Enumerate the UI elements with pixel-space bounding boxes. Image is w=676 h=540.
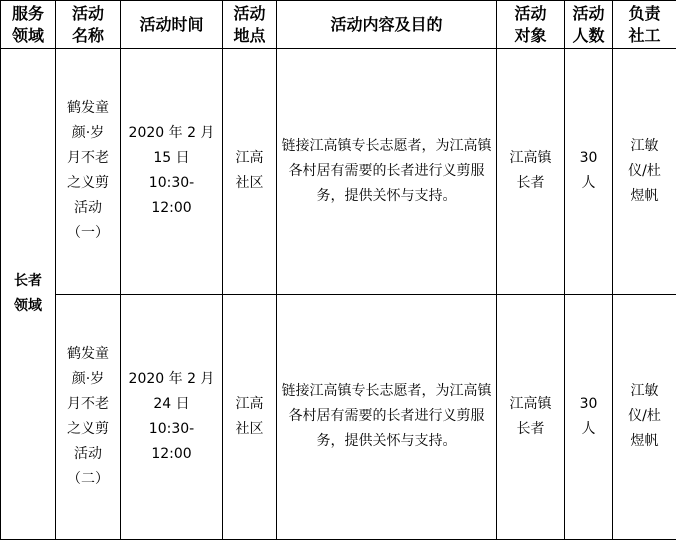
responsible-staff-cell: 江敏 仪/杜 煜帆: [613, 49, 676, 294]
activity-target-cell: 江高镇 长者: [497, 49, 565, 294]
header-activity-time: 活动时间: [121, 1, 223, 49]
responsible-staff-cell: 江敏 仪/杜 煜帆: [613, 294, 676, 539]
header-activity-content: 活动内容及目的: [277, 1, 497, 49]
activity-time-cell: 2020 年 2 月 15 日 10:30- 12:00: [121, 49, 223, 294]
activity-target-cell: 江高镇 长者: [497, 294, 565, 539]
activity-name-cell: 鹤发童 颜·岁 月不老 之义剪 活动 （一）: [56, 49, 121, 294]
activity-place-cell: 江高 社区: [223, 49, 277, 294]
activity-content-cell: 链接江高镇专长志愿者，为江高镇各村居有需要的长者进行义剪服务，提供关怀与支持。: [277, 49, 497, 294]
activity-content-cell: 链接江高镇专长志愿者，为江高镇各村居有需要的长者进行义剪服务，提供关怀与支持。: [277, 294, 497, 539]
activity-place-cell: 江高 社区: [223, 294, 277, 539]
table-row: [1, 49, 676, 294]
header-participant-count: 活动 人数: [565, 1, 613, 49]
header-activity-target: 活动 对象: [497, 1, 565, 49]
activity-time-cell: 2020 年 2 月 24 日 10:30- 12:00: [121, 294, 223, 539]
header-activity-name: 活动 名称: [56, 1, 121, 49]
header-responsible-staff: 负责 社工: [613, 1, 676, 49]
table-row: [1, 294, 676, 539]
header-activity-place: 活动 地点: [223, 1, 277, 49]
header-row: [1, 1, 676, 49]
activity-name-cell: 鹤发童 颜·岁 月不老 之义剪 活动 （二）: [56, 294, 121, 539]
participant-count-cell: 30 人: [565, 49, 613, 294]
header-service-region: 服务 领域: [1, 1, 56, 49]
service-region-cell: 长者 领域: [1, 49, 56, 540]
participant-count-cell: 30 人: [565, 294, 613, 539]
